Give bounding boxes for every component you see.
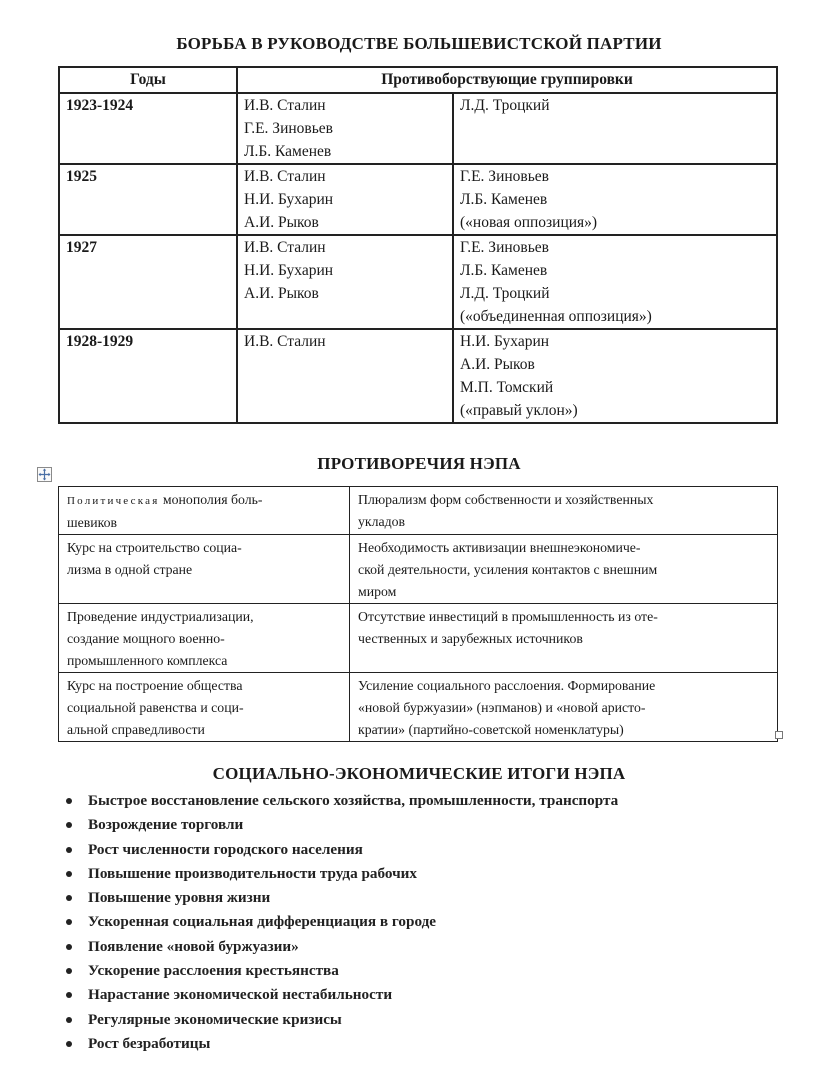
bullet-icon: [66, 871, 72, 877]
year-cell: 1925: [59, 164, 237, 235]
move-arrows-icon[interactable]: [37, 467, 52, 482]
nep-results-title: СОЦИАЛЬНО-ЭКОНОМИЧЕСКИЕ ИТОГИ НЭПА: [212, 764, 626, 783]
list-item: [62, 910, 782, 934]
bullet-icon: [66, 895, 72, 901]
bullet-icon: [66, 919, 72, 925]
nep-contradictions-table: [58, 486, 778, 742]
cell-line: Н.И. Бухарин: [244, 191, 334, 208]
cell-line: альной справедливости: [67, 722, 205, 737]
bullet-icon: [66, 822, 72, 828]
list-item-text: Нарастание экономической нестабильности: [88, 986, 393, 1004]
nep-left-cell: [59, 673, 350, 742]
list-item: [62, 935, 782, 959]
list-item: [62, 813, 782, 837]
list-item-text: Регулярные экономические кризисы: [88, 1010, 342, 1028]
list-item-text: Быстрое восстановление сельского хозяйства, промышленности, транспорта: [88, 792, 619, 809]
list-item-text: Ускоренная социальная дифференциация в городе: [88, 913, 437, 931]
nep-right-cell: [350, 604, 778, 673]
nep-contradictions-title: ПРОТИВОРЕЧИЯ НЭПА: [317, 454, 521, 473]
cell-line: Необходимость активизации внешнеэкономиче-: [358, 540, 641, 555]
year-cell: 1928-1929: [59, 329, 237, 423]
nep-right-cell: [350, 673, 778, 742]
list-item: [62, 1032, 782, 1056]
table-row: [59, 329, 777, 423]
cell-line: Л.Б. Каменев: [244, 143, 332, 160]
table-header-row: [59, 67, 777, 93]
cell-line: И.В. Сталин: [244, 168, 326, 185]
cell-line: лизма в одной стране: [67, 562, 193, 577]
group-b-cell: [453, 164, 777, 235]
cell-line: Л.Б. Каменев: [460, 191, 548, 208]
table-row: [59, 93, 777, 164]
list-item: [62, 862, 782, 886]
cell-line: шевиков: [67, 515, 118, 530]
table-row: [59, 673, 778, 742]
cell-line: И.В. Сталин: [244, 333, 326, 350]
cell-line: И.В. Сталин: [244, 97, 326, 114]
bullet-icon: [66, 944, 72, 950]
cell-line: («правый уклон»): [460, 402, 578, 419]
bullet-icon: [66, 1041, 72, 1047]
list-item: [62, 838, 782, 862]
nep-left-cell: [59, 487, 350, 535]
bullet-icon: [66, 798, 72, 804]
group-b-cell: [453, 235, 777, 329]
cell-line: А.И. Рыков: [460, 356, 535, 373]
cell-line: кратии» (партийно-советской номенклатуры): [358, 722, 624, 737]
list-item: [62, 886, 782, 910]
cell-line: М.П. Томский: [460, 379, 554, 396]
list-item-text: Ускорение расслоения крестьянства: [88, 962, 339, 980]
years-header: Годы: [59, 67, 237, 93]
cell-line: промышленного комплекса: [67, 653, 228, 668]
group-b-cell: [453, 329, 777, 423]
table-row: [59, 487, 778, 535]
cell-line: И.В. Сталин: [244, 239, 326, 256]
groups-header: Противоборствующие группировки: [237, 67, 777, 93]
cell-line: создание мощного военно-: [67, 631, 225, 646]
cell-line: ской деятельности, усиления контактов с внешним: [358, 562, 658, 577]
list-item-text: Рост безработицы: [88, 1034, 211, 1052]
group-b-cell: [453, 93, 777, 164]
cell-line: Курс на построение общества: [67, 678, 243, 693]
struggle-table: [58, 66, 778, 424]
cell-line: («объединенная оппозиция»): [460, 308, 652, 325]
nep-left-cell: [59, 604, 350, 673]
table-row: [59, 535, 778, 604]
nep-results-list: [62, 789, 782, 1056]
year-cell: 1923-1924: [59, 93, 237, 164]
bullet-icon: [66, 968, 72, 974]
nep-left-cell: [59, 535, 350, 604]
cell-line: Проведение индустриализации,: [67, 609, 254, 624]
list-item: [62, 1008, 782, 1032]
bullet-icon: [66, 1017, 72, 1023]
spaced-word: Политическая: [67, 495, 160, 507]
cell-line: Л.Д. Троцкий: [460, 97, 550, 114]
cell-line: «новой буржуазии» (нэпманов) и «новой аристо-: [358, 700, 646, 715]
table-row: [59, 604, 778, 673]
cell-line: Л.Б. Каменев: [460, 262, 548, 279]
group-a-cell: [237, 235, 453, 329]
cell-line: социальной равенства и соци-: [67, 700, 244, 715]
cell-line: Г.Е. Зиновьев: [244, 120, 333, 137]
cell-line: миром: [358, 584, 397, 599]
list-item-text: Рост численности городского населения: [88, 840, 363, 858]
cell-line: Г.Е. Зиновьев: [460, 168, 549, 185]
struggle-title: БОРЬБА В РУКОВОДСТВЕ БОЛЬШЕВИСТСКОЙ ПАРТИИ: [176, 34, 662, 53]
group-a-cell: [237, 164, 453, 235]
list-item: [62, 983, 782, 1007]
cell-line: А.И. Рыков: [244, 214, 319, 231]
group-a-cell: [237, 93, 453, 164]
year-cell: 1927: [59, 235, 237, 329]
cell-line: («новая оппозиция»): [460, 214, 598, 231]
nep-right-cell: [350, 487, 778, 535]
cell-line: Н.И. Бухарин: [244, 262, 334, 279]
list-item-text: Появление «новой буржуазии»: [88, 937, 299, 955]
cell-line: А.И. Рыков: [244, 285, 319, 302]
list-item-text: Повышение производительности труда рабочих: [88, 864, 418, 882]
list-item-text: Повышение уровня жизни: [88, 889, 271, 907]
cell-line: Усиление социального расслоения. Формирование: [358, 678, 656, 693]
list-item: [62, 789, 782, 813]
list-item: [62, 959, 782, 983]
cell-line: Плюрализм форм собственности и хозяйственных: [358, 492, 654, 507]
resize-handle-icon[interactable]: [775, 731, 783, 739]
cell-line: Н.И. Бухарин: [460, 333, 550, 350]
list-item-text: Возрождение торговли: [88, 816, 244, 834]
table-row: [59, 164, 777, 235]
nep-right-cell: [350, 535, 778, 604]
cell-line: укладов: [358, 514, 406, 529]
cell-line: Г.Е. Зиновьев: [460, 239, 549, 256]
bullet-icon: [66, 847, 72, 853]
group-a-cell: [237, 329, 453, 423]
cell-line: Политическая монополия боль-: [67, 492, 263, 507]
cell-line: Отсутствие инвестиций в промышленность из оте-: [358, 609, 658, 624]
cell-line: Л.Д. Троцкий: [460, 285, 550, 302]
table-row: [59, 235, 777, 329]
cell-line: чественных и зарубежных источников: [358, 631, 583, 646]
cell-line: Курс на строительство социа-: [67, 540, 242, 555]
bullet-icon: [66, 992, 72, 998]
